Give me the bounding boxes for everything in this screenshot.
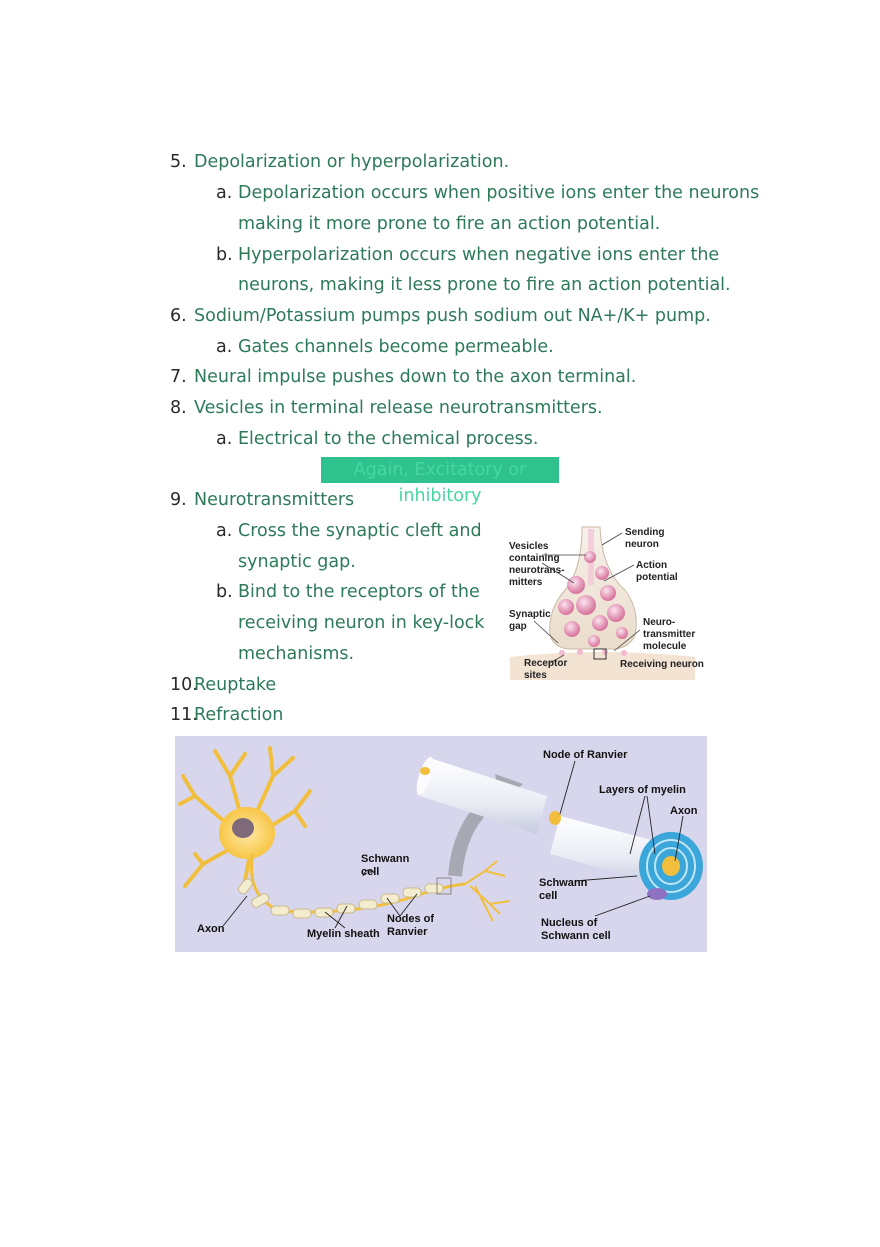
synapse-figure [490, 515, 710, 690]
label-action: Action [636, 560, 668, 571]
label-axon-right: Axon [670, 805, 698, 817]
label-vesicles: Vesicles [509, 541, 549, 552]
label-gap: Synaptic [509, 609, 551, 620]
label-action-2: potential [636, 572, 678, 583]
label-schwann-cell: Schwann [361, 853, 410, 865]
label-node-of-ranvier: Node of Ranvier [543, 749, 628, 761]
label-layers-of-myelin: Layers of myelin [599, 784, 686, 796]
list-number: 9. [170, 490, 187, 510]
list-item: synaptic gap. [238, 552, 356, 572]
label-sending: Sending [625, 527, 665, 538]
list-item: receiving neuron in key-lock [238, 613, 485, 633]
list-item: mechanisms. [238, 644, 355, 664]
label-sending-2: neuron [625, 539, 659, 550]
label-receptor-2: sites [524, 670, 547, 681]
label-nt-3: molecule [643, 641, 687, 652]
list-letter: a. [216, 521, 233, 541]
list-number: 8. [170, 398, 187, 418]
label-nodes-of-ranvier-2: Ranvier [387, 926, 428, 938]
label-vesicles-4: mitters [509, 577, 543, 588]
list-letter: b. [216, 245, 233, 265]
label-schwann-cell-right-2: cell [539, 890, 558, 902]
list-number: 7. [170, 367, 187, 387]
list-item: Cross the synaptic cleft and [238, 521, 482, 541]
label-schwann-cell-2: cell [361, 866, 380, 878]
label-vesicles-3: neurotrans- [509, 565, 565, 576]
list-number: 6. [170, 306, 187, 326]
list-item: neurons, making it less prone to fire an action potential. [238, 275, 731, 295]
list-letter: a. [216, 183, 233, 203]
label-schwann-cell-right: Schwann [539, 877, 588, 889]
list-number: 5. [170, 152, 187, 172]
label-receiving: Receiving neuron [620, 659, 704, 670]
list-item: Electrical to the chemical process. [238, 429, 539, 449]
neuron-figure [175, 736, 707, 952]
list-letter: a. [216, 429, 233, 449]
list-number: 10. [170, 675, 198, 695]
list-number: 11. [170, 705, 198, 725]
label-gap-2: gap [509, 621, 527, 632]
list-letter: a. [216, 337, 233, 357]
list-item: making it more prone to fire an action potential. [238, 214, 661, 234]
label-nucleus-2: Schwann cell [541, 930, 611, 942]
list-item: Refraction [194, 705, 284, 725]
label-nodes-of-ranvier: Nodes of [387, 913, 435, 925]
list-item: Depolarization or hyperpolarization. [194, 152, 510, 172]
list-item: Depolarization occurs when positive ions enter the neurons [238, 183, 760, 203]
list-item: Hyperpolarization occurs when negative ions enter the [238, 245, 720, 265]
label-myelin-sheath: Myelin sheath [307, 928, 380, 940]
label-nt: Neuro- [643, 617, 676, 628]
label-axon-left: Axon [197, 923, 225, 935]
label-receptor: Receptor [524, 658, 568, 669]
list-letter: b. [216, 582, 233, 602]
list-item: Vesicles in terminal release neurotransmitters. [194, 398, 603, 418]
list-item: Reuptake [194, 675, 277, 695]
label-vesicles-2: containing [509, 553, 560, 564]
label-nucleus: Nucleus of [541, 917, 598, 929]
list-item: Sodium/Potassium pumps push sodium out NA+/K+ pump. [194, 306, 711, 326]
list-item: Neural impulse pushes down to the axon terminal. [194, 367, 637, 387]
label-nt-2: transmitter [643, 629, 696, 640]
list-item: Gates channels become permeable. [238, 337, 554, 357]
list-item: Neurotransmitters [194, 490, 355, 510]
list-item: Bind to the receptors of the [238, 582, 480, 602]
highlighted-note: Again, Excitatory or inhibitory [321, 457, 559, 483]
